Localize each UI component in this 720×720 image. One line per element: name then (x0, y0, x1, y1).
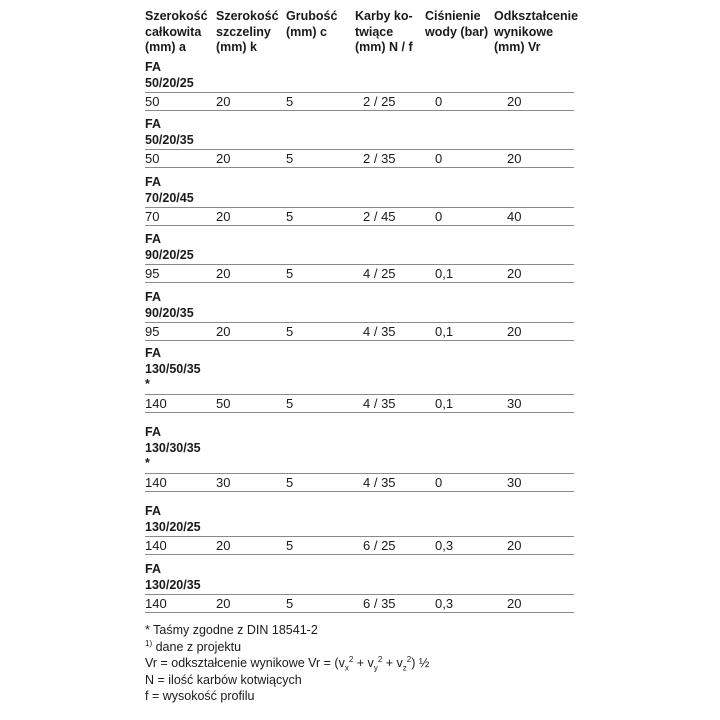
deformation-cell: 20 (507, 538, 522, 553)
row-bottom-rule (145, 412, 574, 413)
footnote-n: N = ilość karbów kotwiących (145, 672, 302, 687)
row-bottom-rule (145, 225, 574, 226)
slot-width-cell: 20 (216, 596, 231, 611)
anchor-ribs-cell: 4 / 35 (363, 324, 396, 339)
thickness-cell: 5 (286, 324, 294, 339)
formula-plus-z: + v (382, 656, 403, 670)
formula-sub-y: y (373, 663, 378, 673)
row-top-rule (145, 473, 574, 474)
row-bottom-rule (145, 554, 574, 555)
deformation-cell: 20 (507, 266, 522, 281)
row-top-rule (145, 149, 574, 150)
product-name: FA 70/20/45 (145, 175, 194, 205)
product-name: FA 130/30/35 * (145, 425, 201, 470)
thickness-cell: 5 (286, 266, 294, 281)
header-anchor-ribs: Karby ko- twiące (mm) N / f (355, 9, 413, 54)
water-pressure-cell: 0,3 (435, 596, 454, 611)
thickness-cell: 5 (286, 151, 294, 166)
row-top-rule (145, 594, 574, 595)
row-top-rule (145, 264, 574, 265)
anchor-ribs-cell: 6 / 25 (363, 538, 396, 553)
header-water-pressure: Ciśnienie wody (bar) (425, 9, 489, 39)
total-width-cell: 50 (145, 94, 160, 109)
water-pressure-cell: 0,1 (435, 324, 454, 339)
slot-width-cell: 30 (216, 474, 231, 490)
thickness-cell: 5 (286, 474, 294, 490)
header-total-width: Szerokość całkowita (mm) a (145, 9, 208, 54)
formula-sq-x: 2 (348, 654, 354, 664)
header-deformation: Odkształcenie wynikowe (mm) Vr (494, 9, 579, 54)
anchor-ribs-cell: 4 / 35 (363, 474, 396, 490)
footnote-vr-formula (145, 655, 429, 672)
formula-sq-z: 2 (406, 654, 412, 664)
product-name: FA 90/20/35 (145, 290, 194, 320)
total-width-cell: 140 (145, 596, 167, 611)
product-name: FA 50/20/25 (145, 60, 194, 90)
deformation-cell: 30 (507, 395, 522, 411)
header-thickness: Grubość (mm) c (286, 9, 338, 39)
deformation-cell: 40 (507, 209, 522, 224)
footnote-din: * Taśmy zgodne z DIN 18541-2 (145, 623, 318, 637)
water-pressure-cell: 0 (435, 94, 443, 109)
footnote-project-text: dane z projektu (152, 639, 242, 654)
header-slot-width: Szerokość szczeliny (mm) k (216, 9, 279, 54)
product-name: FA 130/20/35 (145, 562, 201, 592)
water-pressure-cell: 0 (435, 209, 443, 224)
total-width-cell: 50 (145, 151, 160, 166)
total-width-cell: 140 (145, 474, 167, 490)
water-pressure-cell: 0,1 (435, 395, 454, 411)
formula-lead: Vr = odkształcenie wynikowe Vr = (v (145, 656, 345, 670)
slot-width-cell: 20 (216, 209, 231, 224)
row-bottom-rule (145, 282, 574, 283)
anchor-ribs-cell: 4 / 25 (363, 266, 396, 281)
product-name: FA 130/20/25 (145, 504, 201, 534)
footnote-f: f = wysokość profilu (145, 689, 255, 703)
anchor-ribs-cell: 2 / 35 (363, 151, 396, 166)
anchor-ribs-cell: 2 / 45 (363, 209, 396, 224)
total-width-cell: 95 (145, 266, 160, 281)
formula-sub-z: z (402, 663, 407, 673)
slot-width-cell: 20 (216, 538, 231, 553)
formula-sq-y: 2 (377, 654, 383, 664)
thickness-cell: 5 (286, 395, 294, 411)
slot-width-cell: 50 (216, 395, 231, 411)
formula-close: ) ½ (411, 656, 430, 670)
thickness-cell: 5 (286, 209, 294, 224)
total-width-cell: 140 (145, 538, 167, 553)
row-top-rule (145, 536, 574, 537)
water-pressure-cell: 0 (435, 474, 443, 490)
product-name: FA 90/20/25 (145, 232, 194, 262)
thickness-cell: 5 (286, 596, 294, 611)
footnote-project (145, 639, 429, 656)
deformation-cell: 20 (507, 596, 522, 611)
water-pressure-cell: 0,3 (435, 538, 454, 553)
deformation-cell: 20 (507, 151, 522, 166)
anchor-ribs-cell: 6 / 35 (363, 596, 396, 611)
total-width-cell: 95 (145, 324, 160, 339)
row-bottom-rule (145, 110, 574, 111)
total-width-cell: 140 (145, 395, 167, 411)
row-bottom-rule (145, 491, 574, 492)
slot-width-cell: 20 (216, 324, 231, 339)
slot-width-cell: 20 (216, 266, 231, 281)
row-top-rule (145, 394, 574, 395)
product-name: FA 130/50/35 * (145, 346, 201, 391)
slot-width-cell: 20 (216, 151, 231, 166)
thickness-cell: 5 (286, 538, 294, 553)
anchor-ribs-cell: 2 / 25 (363, 94, 396, 109)
anchor-ribs-cell: 4 / 35 (363, 395, 396, 411)
footnotes (145, 622, 429, 705)
formula-sub-x: x (344, 663, 349, 673)
footnote-project-mark: 1) (145, 638, 153, 648)
row-top-rule (145, 322, 574, 323)
formula-plus-y: + v (353, 656, 374, 670)
row-bottom-rule (145, 340, 574, 341)
row-bottom-rule (145, 167, 574, 168)
total-width-cell: 70 (145, 209, 160, 224)
deformation-cell: 20 (507, 324, 522, 339)
slot-width-cell: 20 (216, 94, 231, 109)
row-bottom-rule (145, 612, 574, 613)
row-top-rule (145, 207, 574, 208)
water-pressure-cell: 0 (435, 151, 443, 166)
water-pressure-cell: 0,1 (435, 266, 454, 281)
deformation-cell: 30 (507, 474, 522, 490)
deformation-cell: 20 (507, 94, 522, 109)
product-name: FA 50/20/35 (145, 117, 194, 147)
row-top-rule (145, 92, 574, 93)
thickness-cell: 5 (286, 94, 294, 109)
